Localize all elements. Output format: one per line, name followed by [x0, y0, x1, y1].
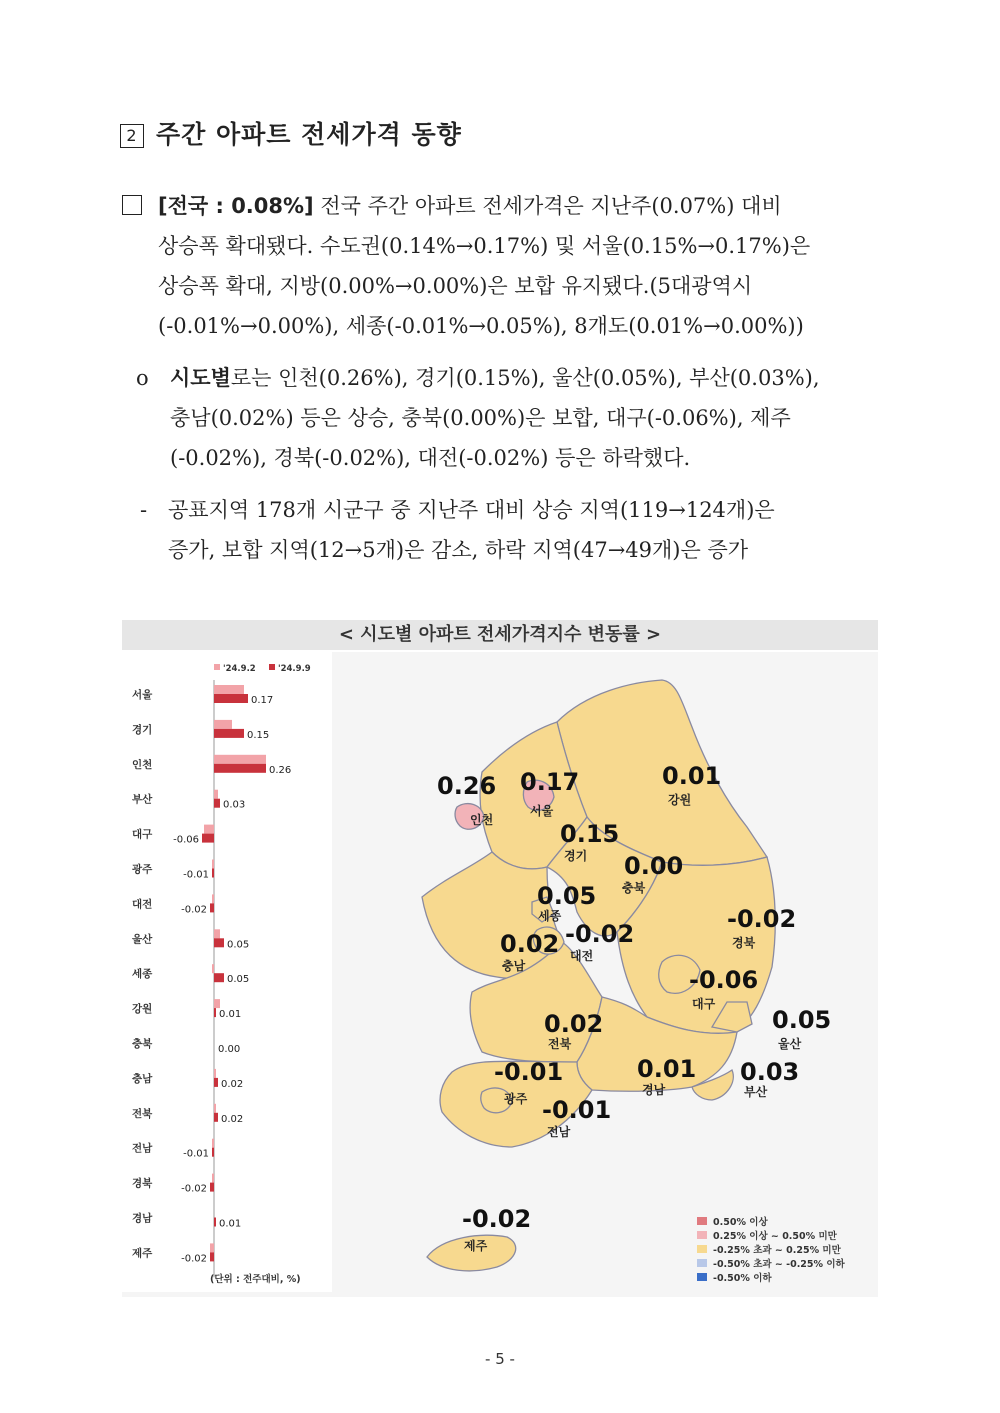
region-name: 서울: [530, 804, 554, 818]
category-label: 울산: [132, 933, 153, 946]
bar: [210, 1243, 214, 1252]
region-value: -0.02: [565, 920, 635, 948]
bullet-circle: o: [136, 366, 149, 390]
bar: [210, 903, 214, 912]
bar-chart: [122, 652, 332, 1292]
bar: [214, 1008, 216, 1017]
region-value: 0.02: [544, 1010, 604, 1038]
summary-lead: [전국 : 0.08%]: [158, 194, 314, 218]
region-value: -0.01: [542, 1096, 612, 1124]
bar: [212, 964, 214, 973]
summary-line-2: 상승폭 확대됐다. 수도권(0.14%→0.17%) 및 서울(0.15%→0.17%)은: [158, 234, 811, 258]
chart-panel: [122, 652, 878, 1297]
category-label: 대구: [132, 828, 153, 841]
region-name: 충남: [502, 959, 526, 973]
region-value: -0.06: [689, 966, 759, 994]
section-number: 2: [120, 124, 144, 148]
bar: [214, 1078, 218, 1087]
value-label: 0.00: [218, 1044, 241, 1055]
district-line-1: [140, 490, 890, 530]
value-label: 0.02: [221, 1078, 244, 1090]
bar: [212, 860, 214, 869]
region-note: [136, 358, 886, 478]
map-legend-label: -0.25% 초과 ~ 0.25% 미만: [713, 1245, 841, 1256]
summary-text: 전국 주간 아파트 전세가격은 지난주(0.07%) 대비: [320, 194, 782, 218]
bar: [202, 834, 214, 843]
region-name: 경남: [642, 1083, 666, 1097]
bar: [214, 938, 224, 947]
value-label: -0.02: [181, 1253, 207, 1265]
value-label: -0.02: [181, 904, 207, 916]
bar: [214, 729, 244, 738]
value-label: 0.26: [269, 764, 292, 776]
region-name: 대구: [692, 997, 716, 1011]
region-line-3: (-0.02%), 경북(-0.02%), 대전(-0.02%) 등은 하락했다.: [170, 446, 691, 470]
legend-label: '24.9.9: [278, 664, 311, 674]
category-label: 경북: [132, 1177, 153, 1190]
category-label: 경기: [132, 723, 153, 736]
value-label: 0.01: [219, 1009, 242, 1021]
page-number: - 5 -: [485, 1350, 515, 1368]
category-label: 부산: [132, 793, 153, 806]
summary-line-1: [122, 186, 882, 226]
bar: [214, 1218, 216, 1227]
region-value: 0.01: [662, 762, 722, 790]
map-legend-label: -0.50% 초과 ~ -0.25% 이하: [713, 1259, 845, 1270]
value-label: 0.03: [223, 799, 246, 811]
region-text: 로는 인천(0.26%), 경기(0.15%), 울산(0.05%), 부산(0.03%),: [230, 366, 820, 390]
bar: [204, 825, 214, 834]
legend-label: '24.9.2: [223, 664, 256, 674]
value-label: 0.01: [219, 1218, 242, 1230]
value-label: -0.01: [183, 869, 209, 881]
map-legend-label: 0.25% 이상 ~ 0.50% 미만: [713, 1231, 837, 1242]
value-label: -0.02: [181, 1183, 207, 1195]
map-legend-swatch: [697, 1231, 707, 1239]
category-label: 대전: [132, 898, 153, 911]
bar: [214, 694, 248, 703]
bar: [212, 894, 214, 903]
region-line-2: 충남(0.02%) 등은 상승, 충북(0.00%)은 보합, 대구(-0.06%), 제주: [170, 406, 791, 430]
map-legend-swatch: [697, 1217, 707, 1225]
bar: [214, 685, 244, 694]
category-label: 전남: [132, 1142, 153, 1155]
region-line-1: [136, 358, 886, 398]
unit-note: (단위 : 전주대비, %): [210, 1274, 301, 1285]
region-value: 0.01: [637, 1055, 697, 1083]
bar: [214, 755, 266, 764]
bar: [214, 764, 266, 773]
district-line-2: 증가, 보합 지역(12→5개)은 감소, 하락 지역(47→49개)은 증가: [168, 538, 749, 562]
region-value: -0.01: [494, 1058, 564, 1086]
map-legend-swatch: [697, 1273, 707, 1281]
region-name: 강원: [668, 793, 692, 807]
category-label: 강원: [132, 1003, 153, 1016]
category-label: 인천: [132, 758, 153, 771]
category-label: 광주: [132, 863, 153, 876]
bar: [214, 1069, 216, 1078]
summary-paragraph: [122, 186, 882, 346]
checkbox-square-icon: [122, 195, 142, 215]
chart-title: < 시도별 아파트 전세가격지수 변동률 >: [122, 620, 878, 650]
value-label: 0.15: [247, 729, 270, 741]
value-label: 0.05: [227, 974, 250, 986]
bar: [212, 1139, 214, 1148]
region-name: 전북: [548, 1037, 572, 1051]
category-label: 서울: [132, 689, 153, 701]
region-name: 충북: [622, 881, 646, 895]
region-name: 광주: [504, 1092, 528, 1106]
region-value: 0.15: [560, 820, 620, 848]
bar: [212, 1174, 214, 1183]
legend-swatch: [269, 664, 275, 670]
district-note: [140, 490, 890, 570]
bar: [214, 720, 232, 729]
summary-line-4: (-0.01%→0.00%), 세종(-0.01%→0.05%), 8개도(0.01%→0.00%)): [158, 314, 804, 338]
map-legend-label: -0.50% 이하: [713, 1273, 772, 1284]
bar: [214, 1104, 216, 1113]
bar: [214, 790, 218, 799]
section-title: 주간 아파트 전세가격 동향: [156, 120, 462, 149]
region-value: 0.17: [520, 768, 580, 796]
category-label: 경남: [132, 1212, 153, 1225]
region-name: 부산: [744, 1085, 768, 1099]
region-name: 세종: [538, 909, 562, 923]
value-label: 0.17: [251, 695, 274, 706]
region-value: 0.05: [537, 882, 597, 910]
region-value: 0.00: [624, 852, 684, 880]
region-name: 대전: [570, 949, 594, 963]
category-label: 제주: [132, 1247, 153, 1260]
bar: [214, 999, 220, 1008]
district-text: 공표지역 178개 시군구 중 지난주 대비 상승 지역(119→124개)은: [168, 498, 775, 522]
summary-line-3: 상승폭 확대, 지방(0.00%→0.00%)은 보합 유지됐다.(5대광역시: [158, 274, 753, 298]
region-name: 경북: [732, 936, 756, 950]
category-label: 세종: [132, 968, 153, 981]
bar: [214, 799, 220, 808]
bullet-dash: -: [140, 498, 148, 522]
legend-swatch: [214, 664, 220, 670]
korea-map: [332, 652, 878, 1297]
value-label: 0.05: [227, 939, 250, 951]
region-name: 전남: [547, 1125, 571, 1139]
region-value: 0.03: [740, 1058, 800, 1086]
bar: [210, 1252, 214, 1261]
map-legend-label: 0.50% 이상: [713, 1217, 768, 1228]
value-label: -0.01: [183, 1148, 209, 1160]
bar: [214, 973, 224, 982]
bar: [212, 1148, 214, 1157]
bar: [214, 929, 220, 938]
value-label: 0.02: [221, 1113, 244, 1125]
region-value: 0.02: [500, 930, 560, 958]
bar: [210, 1183, 214, 1192]
region-value: -0.02: [727, 905, 797, 933]
region-name: 인천: [470, 813, 494, 827]
region-value: 0.05: [772, 1006, 832, 1034]
section-heading: [120, 115, 462, 151]
bar: [212, 869, 214, 878]
region-value: -0.02: [462, 1205, 532, 1233]
region-lead: 시도별: [170, 366, 231, 390]
region-value: 0.26: [437, 772, 497, 800]
category-label: 전북: [132, 1107, 153, 1120]
region-name: 울산: [778, 1037, 802, 1051]
map-legend-swatch: [697, 1245, 707, 1253]
category-label: 충북: [132, 1038, 153, 1050]
value-label: -0.06: [173, 834, 199, 846]
region-name: 경기: [564, 849, 588, 863]
region-name: 제주: [464, 1239, 488, 1253]
category-label: 충남: [132, 1072, 153, 1085]
bar: [214, 1113, 218, 1122]
map-legend-swatch: [697, 1259, 707, 1267]
